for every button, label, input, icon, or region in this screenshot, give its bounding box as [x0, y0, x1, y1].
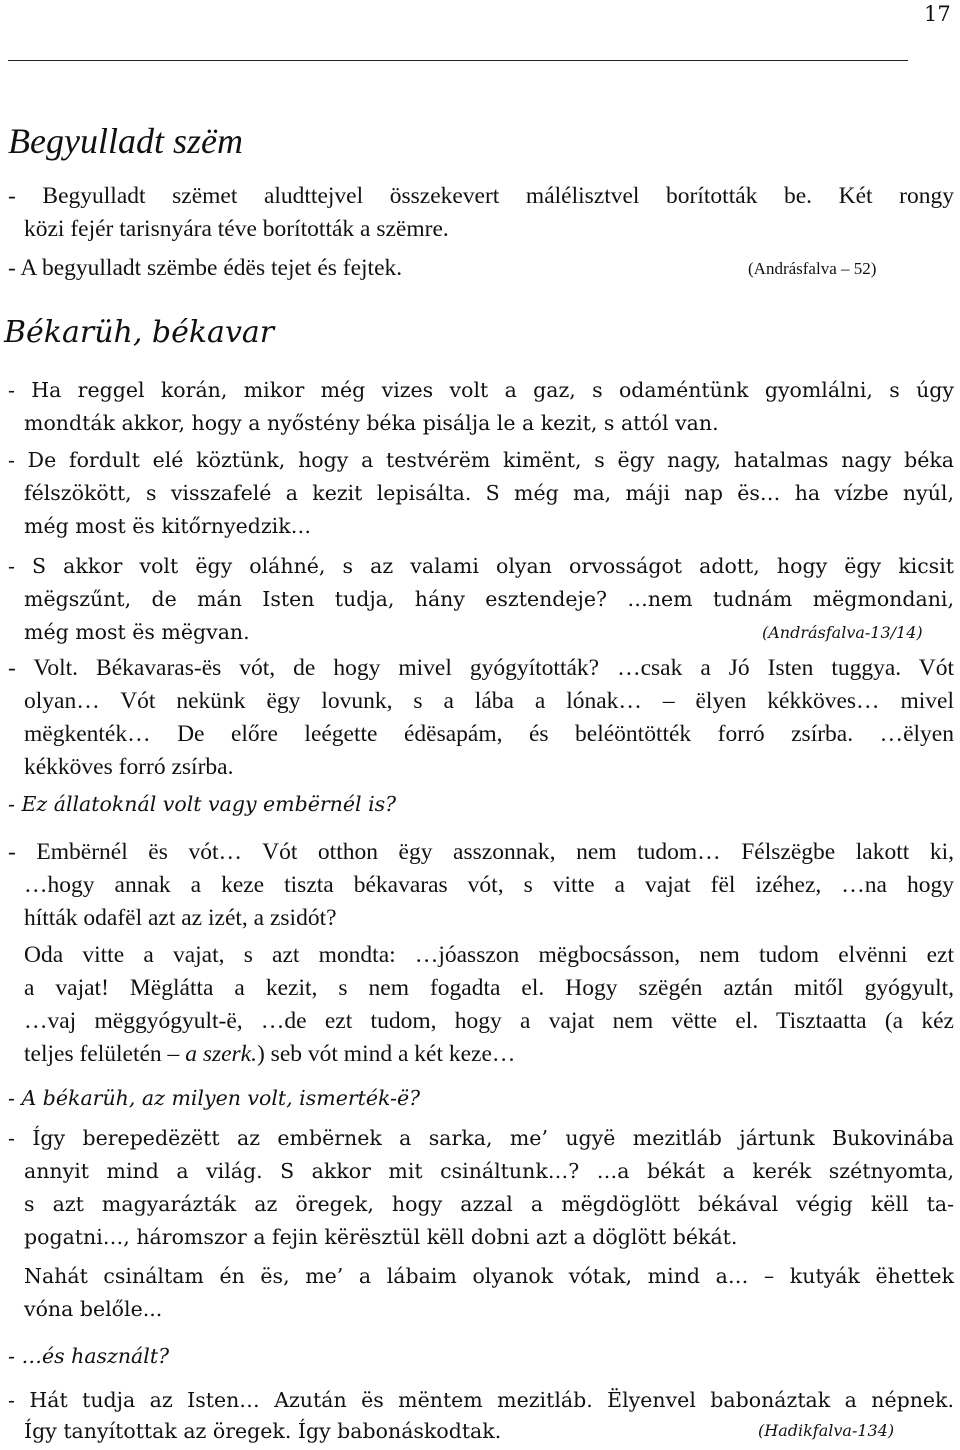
- paragraph-line: mëgszűnt, de mán Isten tudja, hány esztendeje? …nem tudnám mëgmondani,: [24, 587, 954, 611]
- section-title-bekaruh: Békarüh, békavar: [4, 315, 275, 350]
- paragraph-line: …vaj mëggyógyult-ë, …de ezt tudom, hogy a vajat nem vëtte el. Tisztaatta (a kéz: [24, 1008, 954, 1034]
- paragraph-line: Oda vitte a vajat, s azt mondta: …jóasszon mëgbocsásson, nem tudom elvënni ezt: [24, 942, 954, 968]
- interviewer-question: - …és használt?: [8, 1344, 170, 1368]
- paragraph-line: - Ha reggel korán, mikor még vizes volt a gaz, s odaméntünk gyomlálni, s úgy: [8, 378, 954, 402]
- paragraph-line: mondták akkor, hogy a nyőstény béka pisálja le a kezit, s attól van.: [24, 411, 719, 435]
- paragraph-line: kékköves forró zsírba.: [24, 754, 234, 780]
- page-number: 17: [924, 2, 951, 26]
- paragraph-line: - S akkor volt ëgy oláhné, s az valami olyan orvosságot adott, hogy ëgy kicsit: [8, 554, 954, 578]
- paragraph-line: mëgkenték… De előre leégette édësapám, és beléöntötték forró zsírba. …ëlyen: [24, 721, 954, 747]
- section-title-begyulladt-szem: Begyulladt szëm: [8, 121, 243, 161]
- paragraph-line: a vajat! Mëglátta a kezit, s nem fogadta el. Hogy szëgén aztán mitől gyógyult,: [24, 975, 954, 1001]
- paragraph-line: annyit mind a világ. S akkor mit csináltunk…? …a békát a kerék szétnyomta,: [24, 1159, 954, 1183]
- interviewer-question: - A békarüh, az milyen volt, ismerték-ë?: [8, 1086, 421, 1110]
- paragraph-line: félszökött, s visszafelé a kezit lepisálta. S még ma, máji nap ës… ha vízbe nyúl,: [24, 481, 954, 505]
- text-run: teljes felületén –: [24, 1041, 186, 1067]
- source-citation: (Hadikfalva-134): [758, 1421, 895, 1440]
- paragraph-line: - Embërnél ës vót… Vót otthon ëgy asszonnak, nem tudom… Félszëgbe lakott ki,: [8, 839, 954, 865]
- interviewer-question: - Ez állatoknál volt vagy embërnél is?: [8, 792, 397, 816]
- paragraph-line: [24, 1038, 954, 1071]
- source-citation: (Andrásfalva – 52): [748, 259, 877, 278]
- paragraph-line: s azt magyarázták az öregek, hogy azzal a mëgdöglött békával végig këll ta-: [24, 1192, 954, 1216]
- header-rule: [8, 60, 908, 61]
- paragraph-line: olyan… Vót nekünk ëgy lovunk, s a lába a lónak… – ëlyen kékköves… mivel: [24, 688, 954, 714]
- paragraph-line: Így tanyítottak az öregek. Így babonáskodtak.: [24, 1419, 502, 1443]
- paragraph-line: közi fejér tarisnyára téve borították a szëmre.: [24, 216, 449, 242]
- paragraph-line: vóna belőle...: [24, 1297, 163, 1321]
- paragraph-line: hítták odafël azt az izét, a zsidót?: [24, 905, 337, 931]
- paragraph-line: - Volt. Békavaras-ës vót, de hogy mivel gyógyították? …csak a Jó Isten tuggya. Vót: [8, 655, 954, 681]
- paragraph-line: - Hát tudja az Isten… Azután ës mëntem mezitláb. Ëlyenvel babonáztak a népnek.: [8, 1388, 954, 1412]
- paragraph-line: - Begyulladt szëmet aludttejvel összekevert málélisztvel borították be. Két rongy: [8, 183, 954, 209]
- source-citation: (Andrásfalva-13/14): [762, 623, 923, 642]
- paragraph-line: - De fordult elé köztünk, hogy a testvérëm kimënt, s ëgy nagy, hatalmas nagy béka: [8, 448, 954, 472]
- paragraph-line: pogatni…, háromszor a fejin kërësztül këll dobni azt a döglött békát.: [24, 1225, 738, 1249]
- paragraph-line: …hogy annak a keze tiszta békavaras vót, s vitte a vajat fël izéhez, …na hogy: [24, 872, 954, 898]
- paragraph-line: még most ës kitőrnyedzik…: [24, 514, 312, 538]
- paragraph-line: még most ës mëgvan.: [24, 620, 250, 644]
- paragraph-line: - Így berepedëzëtt az embërnek a sarka, me’ ugyë mezitláb jártunk Bukovinába: [8, 1126, 954, 1150]
- paragraph-line: - A begyulladt szëmbe édës tejet és fejtek.: [8, 255, 403, 281]
- text-run: ) seb vót mind a két keze…: [256, 1041, 516, 1067]
- editor-note: a szerk.: [185, 1041, 257, 1067]
- paragraph-line: Nahát csináltam én ës, me’ a lábaim olyanok vótak, mind a… – kutyák ëhettek: [24, 1264, 954, 1288]
